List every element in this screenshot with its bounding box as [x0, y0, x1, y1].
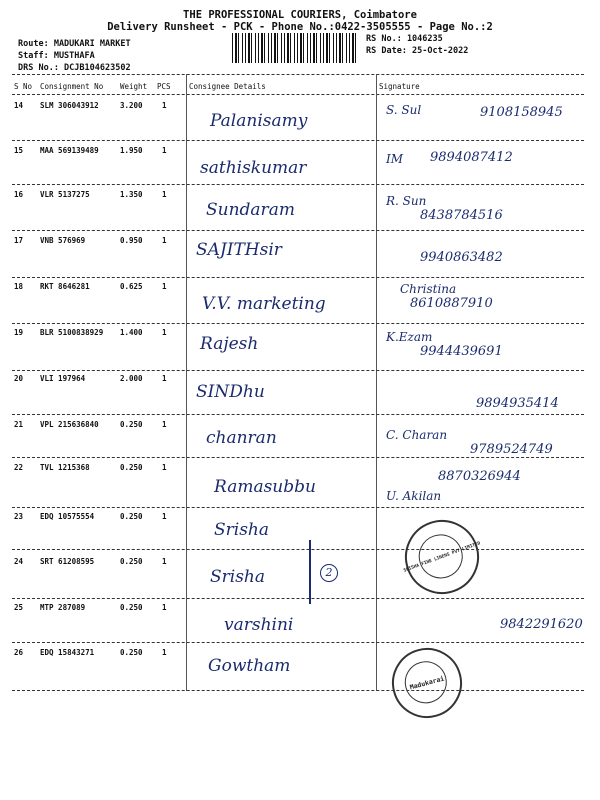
row-signature: IM — [386, 152, 404, 166]
row-rule — [12, 370, 584, 371]
row-sno: 16 — [14, 190, 24, 199]
madukarai-seal-text: Madukarai — [408, 674, 446, 692]
row-pcs: 1 — [162, 603, 167, 612]
row-consignment-no: VLI 197964 — [40, 374, 86, 383]
row-pcs: 1 — [162, 648, 167, 657]
row-sno: 21 — [14, 420, 24, 429]
row-consignment-no: SRT 61208595 — [40, 557, 95, 566]
row-sno: 17 — [14, 236, 24, 245]
row-weight: 0.250 — [120, 512, 143, 521]
row-weight: 3.200 — [120, 101, 143, 110]
row-phone: 9108158945 — [480, 105, 563, 120]
group-mark: 2 — [320, 564, 338, 582]
row-weight: 0.250 — [120, 463, 143, 472]
row-signature: U. Akilan — [386, 489, 442, 503]
row-pcs: 1 — [162, 328, 167, 337]
row-weight: 0.250 — [120, 603, 143, 612]
row-sno: 22 — [14, 463, 24, 472]
row-phone: 9894087412 — [430, 150, 513, 165]
row-sno: 26 — [14, 648, 24, 657]
row-phone: 9894935414 — [476, 396, 559, 411]
row-consignee-name: Palanisamy — [210, 111, 308, 131]
row-rule — [12, 414, 584, 415]
header-consignee: Consignee Details — [189, 82, 266, 91]
row-rule — [12, 140, 584, 141]
row-pcs: 1 — [162, 557, 167, 566]
row-consignment-no: EDQ 15843271 — [40, 648, 95, 657]
table-top-rule — [12, 74, 584, 75]
row-rule — [12, 277, 584, 278]
row-consignment-no: VNB 576969 — [40, 236, 86, 245]
row-rule — [12, 690, 584, 691]
row-rule — [12, 507, 584, 508]
row-pcs: 1 — [162, 463, 167, 472]
row-consignee-name: SAJITHsir — [196, 240, 282, 260]
row-pcs: 1 — [162, 146, 167, 155]
row-consignment-no: VPL 215636840 — [40, 420, 99, 429]
row-consignee-name: Sundaram — [206, 200, 295, 220]
row-sno: 19 — [14, 328, 24, 337]
row-consignment-no: BLR 5100838929 — [40, 328, 104, 337]
drs-text: DRS No.: DCJB104623502 — [18, 63, 131, 73]
row-phone: 8438784516 — [420, 208, 503, 223]
row-pcs: 1 — [162, 101, 167, 110]
row-weight: 0.625 — [120, 282, 143, 291]
row-rule — [12, 549, 584, 550]
row-phone: 8870326944 — [438, 469, 521, 484]
title-line-2: Delivery Runsheet - PCK - Phone No.:0422-3505555 - Page No.:2 — [107, 21, 493, 33]
srisha-company-seal — [395, 510, 490, 605]
row-signature: R. Sun — [386, 194, 427, 208]
row-pcs: 1 — [162, 190, 167, 199]
title-line-1: THE PROFESSIONAL COURIERS, Coimbatore — [183, 9, 417, 21]
row-signature: K.Ezam — [386, 330, 433, 344]
row-signature: Christina — [400, 282, 457, 296]
header-signature: Signature — [379, 82, 420, 91]
header-pcs: PCS — [157, 82, 171, 91]
srisha-seal-text: SRISHA FINE LINENS PVT LIMITED — [402, 540, 482, 574]
row-pcs: 1 — [162, 374, 167, 383]
row-consignment-no: TVL 1215368 — [40, 463, 90, 472]
header-weight: Weight — [120, 82, 148, 91]
row-consignee-name: chanran — [206, 428, 277, 448]
row-phone: 9940863482 — [420, 250, 503, 265]
row-rule — [12, 457, 584, 458]
row-weight: 0.250 — [120, 557, 143, 566]
row-pcs: 1 — [162, 512, 167, 521]
row-consignee-name: sathiskumar — [200, 158, 307, 178]
header-consignment: Consignment No — [40, 82, 104, 91]
row-consignee-name: Gowtham — [208, 656, 291, 676]
row-sno: 18 — [14, 282, 24, 291]
row-phone: 9842291620 — [500, 617, 583, 632]
row-consignment-no: EDQ 10575554 — [40, 512, 95, 521]
row-weight: 1.350 — [120, 190, 143, 199]
staff-text: Staff: MUSTHAFA — [18, 51, 95, 61]
row-weight: 1.400 — [120, 328, 143, 337]
row-consignment-no: VLR 5137275 — [40, 190, 90, 199]
row-rule — [12, 184, 584, 185]
row-weight: 0.250 — [120, 420, 143, 429]
rs-no: RS No.: 1046235 — [366, 34, 443, 44]
row-phone: 9944439691 — [420, 344, 503, 359]
row-consignment-no: MTP 287089 — [40, 603, 86, 612]
row-pcs: 1 — [162, 282, 167, 291]
row-weight: 2.000 — [120, 374, 143, 383]
row-consignee-name: SINDhu — [196, 382, 265, 402]
row-sno: 15 — [14, 146, 24, 155]
route-text: Route: MADUKARI MARKET — [18, 39, 131, 49]
header-sno: S No — [14, 82, 33, 91]
row-rule — [12, 598, 584, 599]
row-signature: S. Sul — [386, 103, 422, 117]
row-weight: 0.250 — [120, 648, 143, 657]
row-sno: 14 — [14, 101, 24, 110]
madukarai-seal — [384, 640, 470, 726]
row-consignee-name: Ramasubbu — [214, 477, 316, 497]
row-phone: 9789524749 — [470, 442, 553, 457]
row-rule — [12, 230, 584, 231]
rs-date: RS Date: 25-Oct-2022 — [366, 46, 469, 56]
row-consignment-no: RKT 8646281 — [40, 282, 90, 291]
group-bracket — [309, 540, 311, 604]
header-rule — [12, 94, 584, 95]
row-consignment-no: MAA 569139489 — [40, 146, 99, 155]
row-sno: 25 — [14, 603, 24, 612]
row-pcs: 1 — [162, 236, 167, 245]
row-sno: 20 — [14, 374, 24, 383]
row-consignee-name: Srisha — [214, 520, 270, 540]
row-rule — [12, 642, 584, 643]
row-phone: 8610887910 — [410, 296, 493, 311]
row-rule — [12, 323, 584, 324]
row-consignee-name: Srisha — [210, 567, 266, 587]
row-consignment-no: SLM 306043912 — [40, 101, 99, 110]
row-consignee-name: varshini — [224, 615, 294, 635]
row-weight: 0.950 — [120, 236, 143, 245]
row-consignee-name: V.V. marketing — [202, 294, 326, 314]
row-weight: 1.950 — [120, 146, 143, 155]
row-sno: 23 — [14, 512, 24, 521]
barcode — [232, 33, 357, 63]
row-sno: 24 — [14, 557, 24, 566]
row-consignee-name: Rajesh — [200, 334, 259, 354]
row-signature: C. Charan — [386, 428, 448, 442]
row-pcs: 1 — [162, 420, 167, 429]
